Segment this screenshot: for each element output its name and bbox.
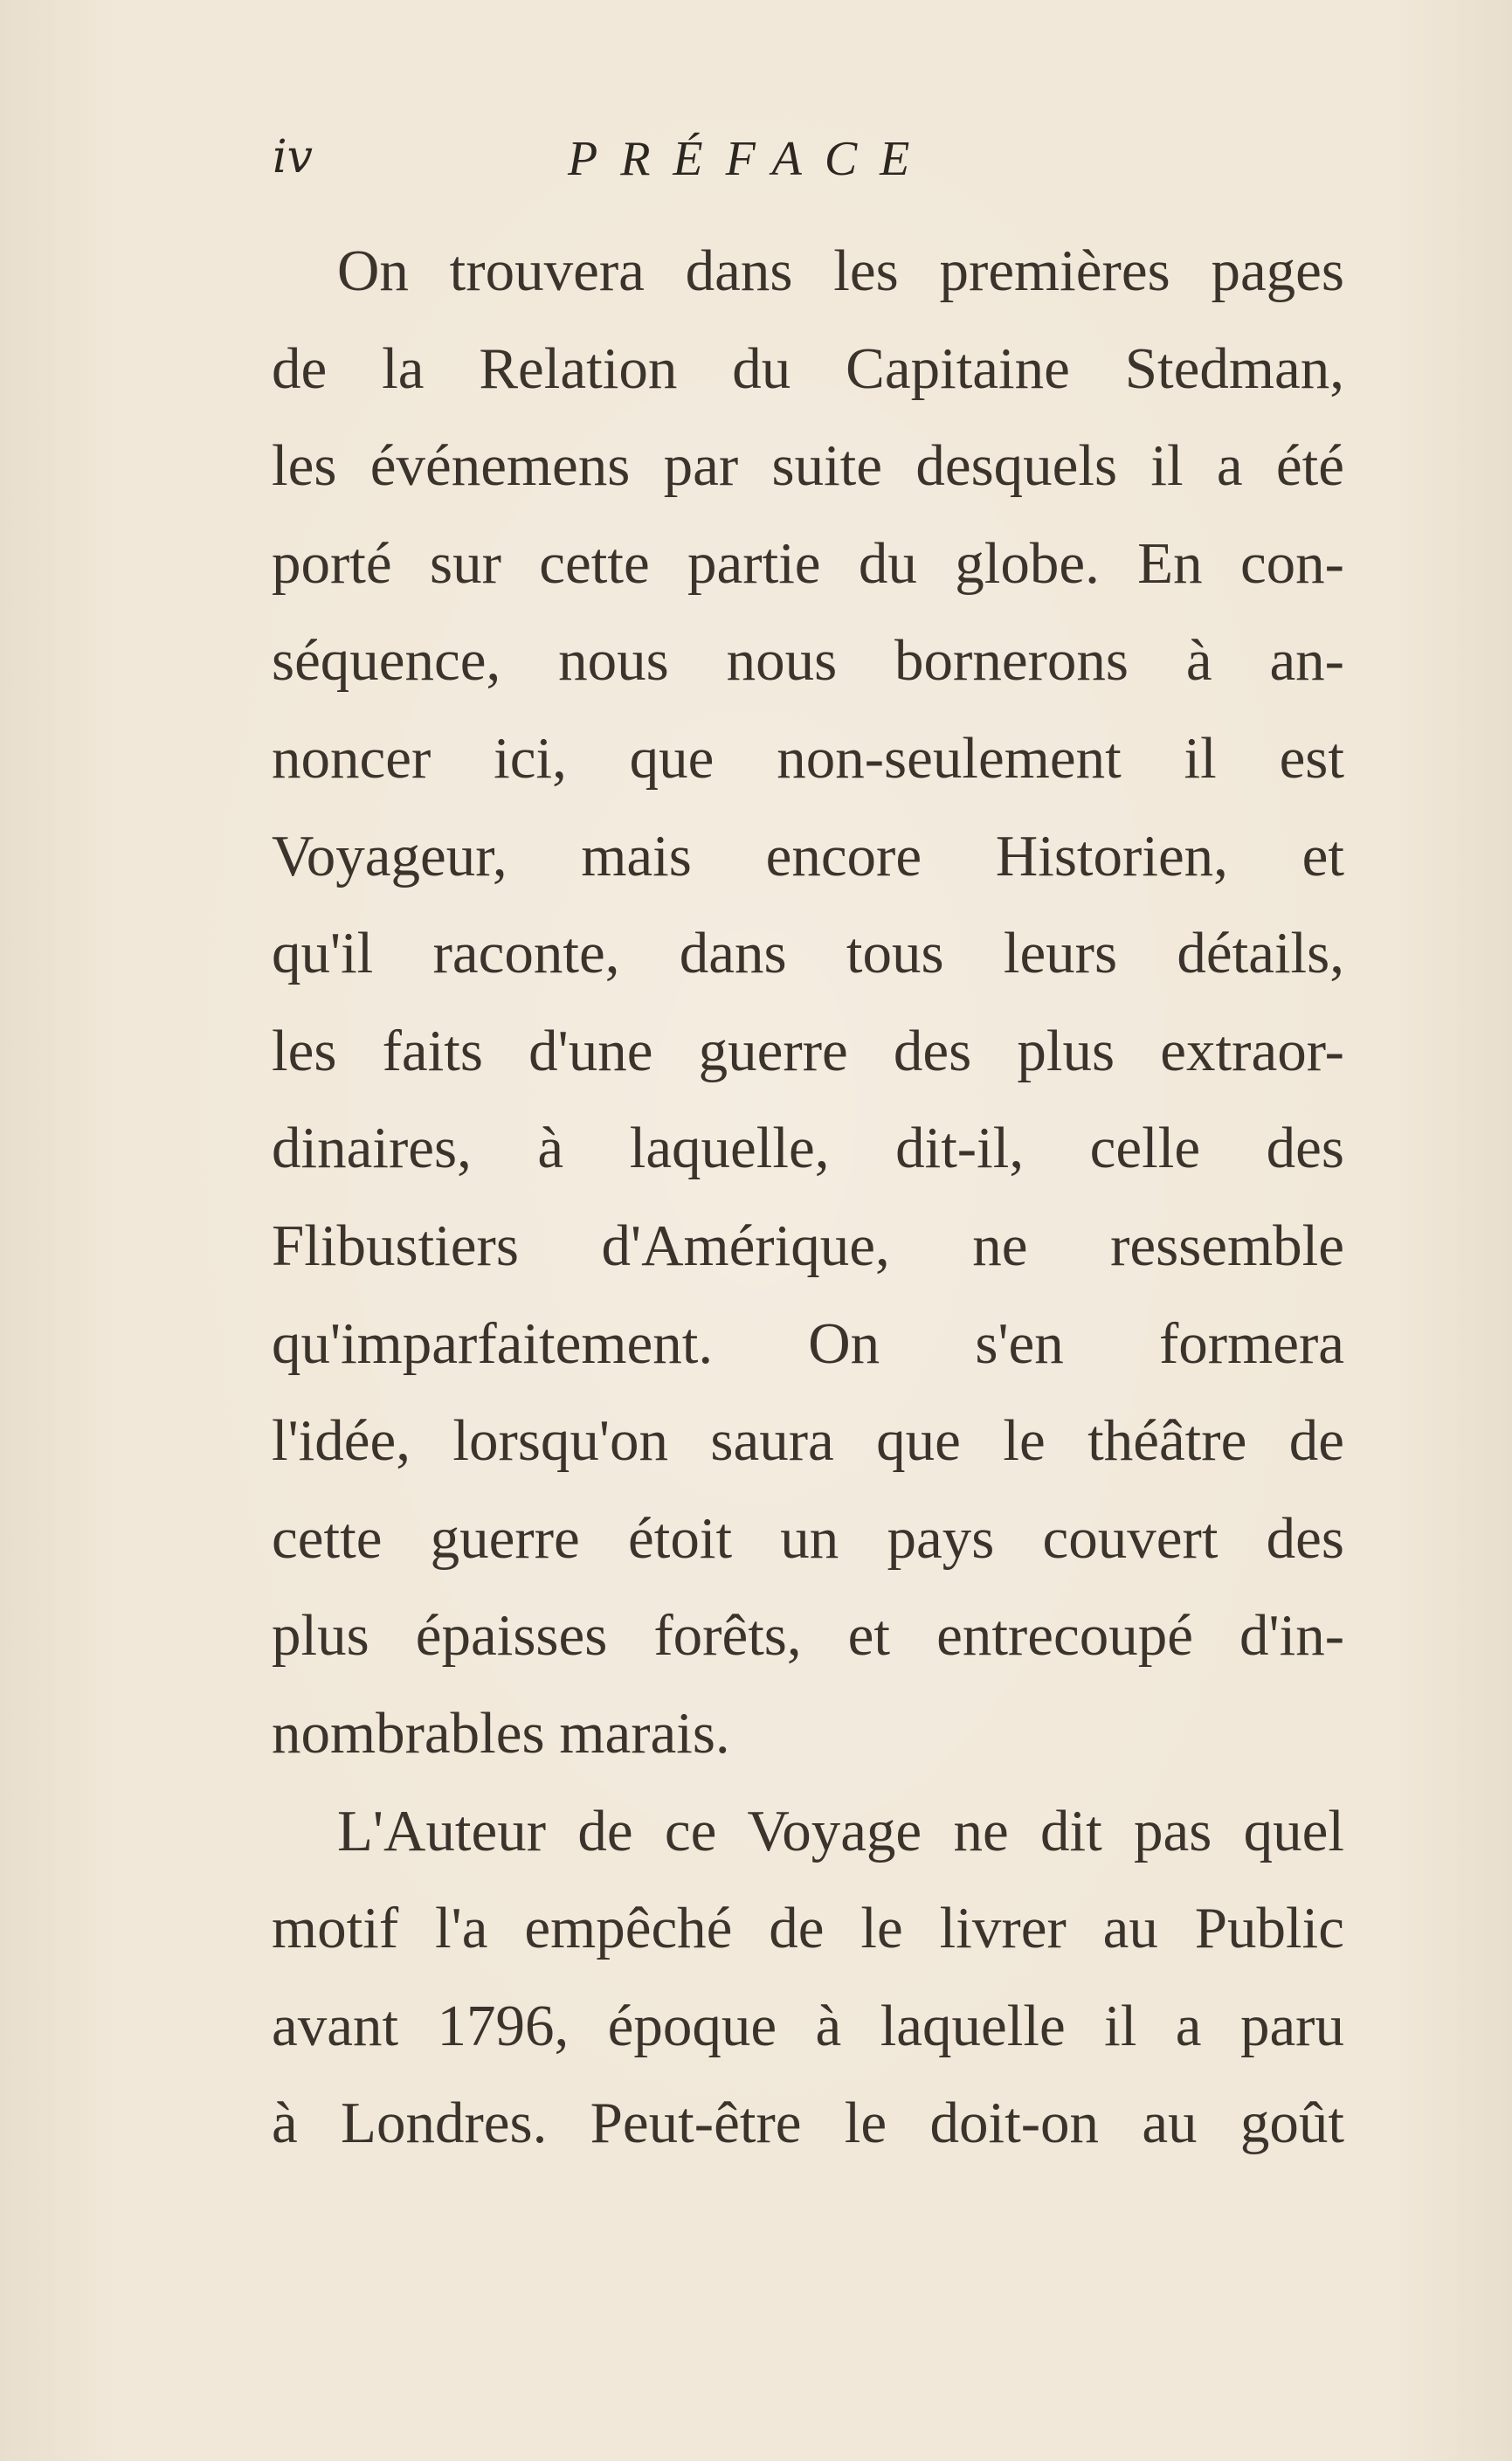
text-line: les événemens par suite desquels il a été <box>272 433 1344 499</box>
text-line: On trouvera dans les premières pages <box>337 238 1344 303</box>
text-line: à Londres. Peut-être le doit-on au goût <box>272 2091 1344 2156</box>
text-line: noncer ici, que non-seulement il est <box>272 725 1344 791</box>
text-line: L'Auteur de ce Voyage ne dit pas quel <box>337 1798 1344 1863</box>
page-number: iv <box>273 131 314 183</box>
text-line: plus épaisses forêts, et entrecoupé d'in- <box>272 1603 1344 1669</box>
page-header <box>0 131 1512 210</box>
text-line: porté sur cette partie du globe. En con- <box>272 530 1344 596</box>
text-line: qu'imparfaitement. On s'en formera <box>272 1310 1344 1376</box>
text-line: motif l'a empêché de le livrer au Public <box>272 1896 1344 1961</box>
text-line: Voyageur, mais encore Historien, et <box>272 823 1344 888</box>
text-line: séquence, nous nous bornerons à an- <box>272 628 1344 694</box>
text-line: avant 1796, époque à laquelle il a paru <box>272 1993 1344 2058</box>
text-line: qu'il raconte, dans tous leurs détails, <box>272 921 1344 986</box>
text-line: les faits d'une guerre des plus extraor- <box>272 1018 1344 1083</box>
text-line: Flibustiers d'Amérique, ne ressemble <box>272 1213 1344 1278</box>
text-line: nombrables marais. <box>272 1700 730 1766</box>
running-head: PRÉFACE <box>568 132 933 186</box>
text-line: dinaires, à laquelle, dit-il, celle des <box>272 1116 1344 1181</box>
text-line: de la Relation du Capitaine Stedman, <box>272 335 1344 401</box>
text-line: cette guerre étoit un pays couvert des <box>272 1505 1344 1571</box>
text-line: l'idée, lorsqu'on saura que le théâtre de <box>272 1408 1344 1474</box>
body-text <box>272 223 1344 2173</box>
